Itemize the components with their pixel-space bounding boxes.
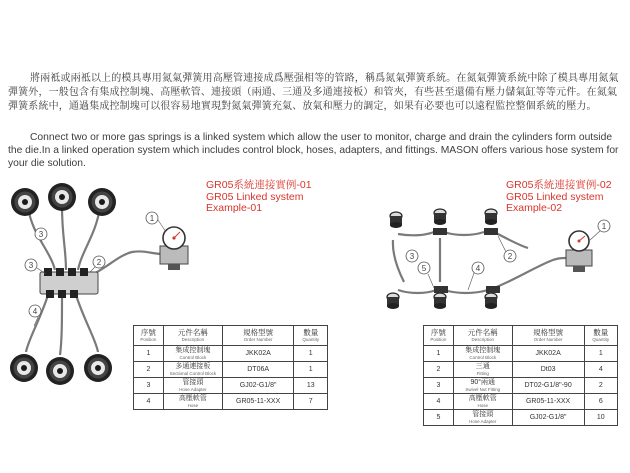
- table-row: [424, 378, 618, 394]
- col-order-number: 規格型號 Order Number: [222, 326, 294, 346]
- cell-position: 1: [424, 346, 454, 362]
- gas-spring-icon: [84, 354, 112, 382]
- callout-number: 4: [475, 264, 481, 273]
- callout-number: 2: [96, 258, 102, 267]
- table-row: [424, 410, 618, 426]
- col-description: 元件名稱 Description: [163, 326, 222, 346]
- tee-fitting-icon: [434, 286, 448, 293]
- cell-position: 5: [424, 410, 454, 426]
- cell-description: 高壓軟管 Hose: [453, 394, 512, 410]
- cell-position: 2: [424, 362, 454, 378]
- example2-callout-3: [406, 250, 418, 262]
- cell-quantity: 7: [294, 394, 328, 410]
- cell-order-number: GR05-11-XXX: [512, 394, 584, 410]
- cell-order-number: DT06A: [222, 362, 294, 378]
- tee-fitting-icon: [484, 228, 498, 235]
- table-row: [134, 346, 328, 362]
- table-header-row: [134, 326, 328, 346]
- example1-callout-3: [25, 259, 46, 274]
- gas-spring-icon: [485, 293, 497, 309]
- tee-fitting-icon: [486, 286, 500, 293]
- cell-quantity: 6: [584, 394, 617, 410]
- control-block-gauge-icon: [566, 231, 592, 272]
- intro-chinese-paragraph: 將兩袛或兩袛以上的模具專用氮氣彈簧用高壓管連接成爲壓强相等的管路，稱爲氮氣彈簧系統。在氮氣彈簧系統中除了模具專用氮氣彈簧外，一般包含有集成控制塊、高壓軟管、連接頭（兩通、三通及多通連接板）和管夾，有些甚至還備有壓力儲氣缸等等元件。在氮氣彈簧系統中，通過集成控制塊可以很容易地實現對氮氣彈簧充氣、放氣和壓力的調定，如果有必要也可以遠程監控整個系統的壓力。: [8, 73, 619, 112]
- gas-spring-icon: [88, 188, 116, 216]
- example1-title-ex: Example-01: [206, 202, 263, 214]
- example2-title-zh: GR05系統連接實例-02: [506, 179, 612, 191]
- gas-spring-icon: [434, 209, 446, 225]
- example2-title-en: GR05 Linked system: [506, 190, 604, 203]
- callout-number: 3: [28, 261, 34, 270]
- manifold-block-icon: [40, 268, 98, 298]
- cell-quantity: 2: [584, 378, 617, 394]
- cell-position: 4: [134, 394, 164, 410]
- example2-callout-4: [468, 262, 484, 290]
- example1-title-zh: GR05系統連接實例-01: [206, 179, 312, 191]
- cell-description: 多通連接板 Sectional Control Block: [163, 362, 222, 378]
- cell-quantity: 1: [294, 362, 328, 378]
- cell-position: 4: [424, 394, 454, 410]
- table-row: [134, 362, 328, 378]
- gas-spring-icon: [387, 293, 399, 309]
- example2-diagram: [387, 209, 610, 309]
- cell-quantity: 13: [294, 378, 328, 394]
- cell-description: 集成控制塊 Control Block: [163, 346, 222, 362]
- cell-description: 90°兩通 Swivel Nut Fitting: [453, 378, 512, 394]
- example1-callout-4: [29, 305, 41, 326]
- callout-number: 4: [32, 307, 38, 316]
- cell-quantity: 1: [294, 346, 328, 362]
- cell-order-number: Dt03: [512, 362, 584, 378]
- cell-quantity: 1: [584, 346, 617, 362]
- col-quantity: 數量 Quantity: [294, 326, 328, 346]
- cell-order-number: GJ02-G1/8": [512, 410, 584, 426]
- control-block-gauge-icon: [160, 227, 188, 270]
- example1-callout-3b: [35, 228, 47, 240]
- cell-quantity: 10: [584, 410, 617, 426]
- example1-parts-table: [133, 325, 328, 410]
- cell-description: 高壓軟管 Hose: [163, 394, 222, 410]
- gas-spring-icon: [46, 357, 74, 385]
- callout-number: 1: [601, 222, 607, 231]
- table-row: [134, 394, 328, 410]
- callout-number: 3: [38, 230, 44, 239]
- callout-number: 2: [507, 252, 513, 261]
- gas-spring-icon: [48, 183, 76, 211]
- col-quantity: 數量 Quantity: [584, 326, 617, 346]
- example1-title-en: GR05 Linked system: [206, 190, 304, 203]
- gas-spring-icon: [390, 212, 402, 228]
- cell-description: 集成控制塊 Control Block: [453, 346, 512, 362]
- cell-order-number: DT02-G1/8"-90: [512, 378, 584, 394]
- table-row: [424, 346, 618, 362]
- example2-callout-1: [590, 220, 610, 240]
- col-order-number: 規格型號 Order Number: [512, 326, 584, 346]
- table-header-row: [424, 326, 618, 346]
- col-description: 元件名稱 Description: [453, 326, 512, 346]
- cell-position: 3: [134, 378, 164, 394]
- gas-spring-icon: [434, 293, 446, 309]
- cell-order-number: JKK02A: [222, 346, 294, 362]
- tee-fitting-icon: [433, 228, 447, 235]
- cell-description: 管接頭 Hose Adapter: [163, 378, 222, 394]
- table-row: [424, 362, 618, 378]
- cell-quantity: 4: [584, 362, 617, 378]
- example1-callout-1: [146, 212, 166, 232]
- col-position: 序號 Position: [424, 326, 454, 346]
- example2-title-ex: Example-02: [506, 202, 563, 214]
- gas-spring-icon: [10, 354, 38, 382]
- table-row: [134, 378, 328, 394]
- gas-spring-icon: [485, 209, 497, 225]
- intro-english-paragraph: Connect two or more gas springs is a linked system which allow the user to monitor, charge and drain the cylinders form outside the die.In a linked operation system which includes control block, hoses, adapters, and fittings. MASON offers various hose system for your die solution.: [8, 132, 619, 169]
- cell-description: 管接頭 Hose Adapter: [453, 410, 512, 426]
- cell-order-number: GJ02-G1/8": [222, 378, 294, 394]
- example2-callout-5: [418, 262, 434, 288]
- callout-number: 3: [409, 252, 415, 261]
- cell-position: 1: [134, 346, 164, 362]
- gas-spring-icon: [11, 188, 39, 216]
- col-position: 序號 Position: [134, 326, 164, 346]
- table-row: [424, 394, 618, 410]
- cell-position: 3: [424, 378, 454, 394]
- cell-position: 2: [134, 362, 164, 378]
- cell-order-number: JKK02A: [512, 346, 584, 362]
- example2-parts-table: [423, 325, 618, 426]
- callout-number: 5: [421, 264, 427, 273]
- callout-number: 1: [149, 214, 155, 223]
- cell-description: 三通 Fitting: [453, 362, 512, 378]
- cell-order-number: GR05-11-XXX: [222, 394, 294, 410]
